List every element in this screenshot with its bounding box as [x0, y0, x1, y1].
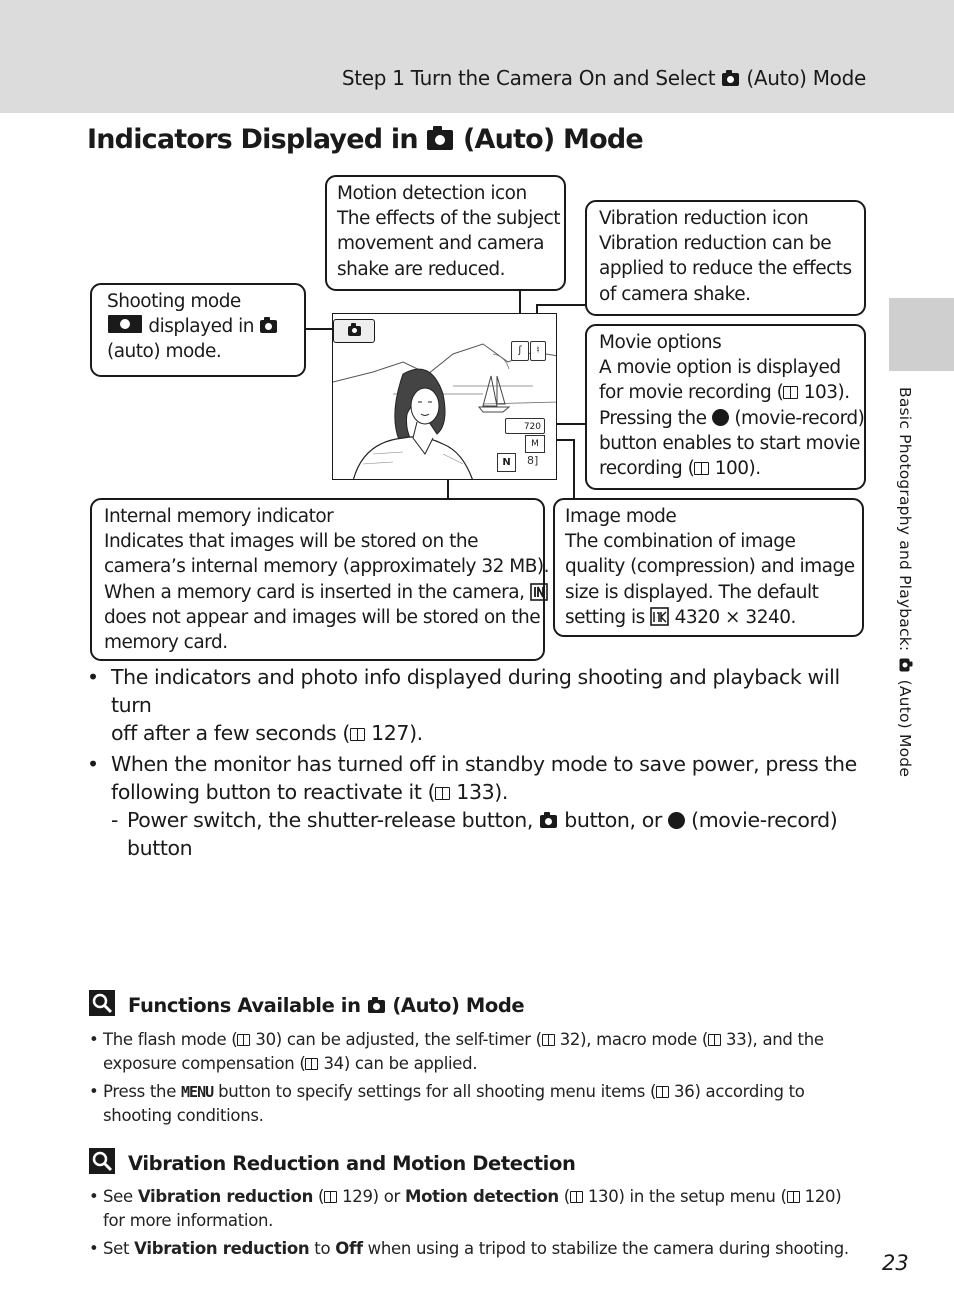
auto-mode-icon	[368, 1000, 385, 1013]
auto-mode-icon	[348, 326, 361, 336]
image-mode-icon	[650, 607, 669, 626]
page-reference-icon	[305, 1058, 318, 1070]
auto-mode-icon	[427, 130, 453, 150]
page-reference-icon	[570, 1191, 583, 1203]
callout-image-mode: Image mode The combination of image quality (compression) and image size is displayed. The default setting is 4320 × 3240.	[553, 498, 864, 637]
list-item: • When the monitor has turned off in standby mode to save power, press the following button to reactivate it ( 133).	[87, 752, 857, 804]
header-band	[0, 0, 954, 113]
internal-memory-indicator: N	[497, 453, 516, 472]
note-magnifier-icon	[89, 1148, 115, 1174]
page-reference-icon	[350, 728, 365, 741]
chapter-tab	[889, 298, 954, 371]
connector-line	[536, 304, 586, 306]
menu-button-label: MENU	[181, 1083, 214, 1101]
callout-vibration-reduction: Vibration reduction icon Vibration reduction can be applied to reduce the effects of camera shake.	[585, 200, 866, 316]
body-bullet-list	[87, 663, 877, 862]
callout-motion-detection: Motion detection icon The effects of the subject movement and camera shake are reduced.	[325, 175, 566, 291]
page-reference-icon	[708, 1034, 721, 1046]
connector-line	[573, 439, 575, 499]
vibration-reduction-indicator: ♮	[530, 341, 546, 361]
auto-mode-icon	[540, 815, 557, 828]
running-header: Step 1 Turn the Camera On and Select (Auto) Mode	[341, 66, 866, 90]
list-subitem: - Power switch, the shutter-release button, button, or (movie-record) button	[111, 808, 838, 860]
page-number: 23	[882, 1251, 909, 1275]
page-title: Indicators Displayed in (Auto) Mode	[87, 124, 643, 155]
note-heading: Vibration Reduction and Motion Detection	[89, 1148, 575, 1175]
auto-mode-icon	[899, 659, 909, 672]
movie-record-icon	[668, 812, 685, 829]
movie-record-icon	[712, 409, 729, 426]
page-reference-icon	[237, 1034, 250, 1046]
auto-mode-indicator-icon	[108, 315, 142, 333]
page-reference-icon	[787, 1191, 800, 1203]
list-item: • The indicators and photo info displayed during shooting and playback will turn off after a few seconds ( 127).	[87, 665, 840, 745]
auto-mode-icon	[260, 320, 277, 333]
image-mode-indicator: M	[525, 435, 545, 453]
chapter-side-label: Basic Photography and Playback: (Auto) Mode	[896, 387, 914, 778]
page-reference-icon	[542, 1034, 555, 1046]
motion-detection-indicator: ʃ	[511, 341, 529, 361]
callout-shooting-mode: Shooting mode displayed in (auto) mode.	[90, 283, 306, 377]
list-item: • The flash mode ( 30) can be adjusted, the self-timer ( 32), macro mode ( 33), and the exposure compensation ( 34) can be applied.	[89, 1030, 824, 1073]
connector-line	[305, 328, 333, 330]
note-list	[89, 1185, 869, 1265]
page-reference-icon	[324, 1191, 337, 1203]
exposures-remaining: 8]	[527, 454, 539, 467]
camera-monitor-illustration	[332, 313, 557, 480]
note-magnifier-icon	[89, 990, 115, 1016]
callout-movie-options: Movie options A movie option is displayed for movie recording ( 103). Pressing the (movie-record) button enables to start movie recording ( 100).	[585, 324, 866, 490]
movie-option-indicator: 720	[505, 418, 545, 434]
page-reference-icon	[694, 462, 709, 475]
note-list	[89, 1028, 869, 1132]
internal-memory-icon	[530, 583, 548, 601]
note-heading: Functions Available in (Auto) Mode	[89, 990, 524, 1017]
page-reference-icon	[656, 1086, 669, 1098]
callout-internal-memory: Internal memory indicator Indicates that images will be stored on the camera’s internal memory (approximately 32 MB). When a memory card is inserted in the camera, does not appear and images will be stored on the memory card.	[90, 498, 545, 661]
list-item: • Set Vibration reduction to Off when using a tripod to stabilize the camera during shooting.	[89, 1239, 849, 1258]
page-reference-icon	[783, 386, 798, 399]
list-item: • Press the MENU button to specify settings for all shooting menu items ( 36) according to shooting conditions.	[89, 1082, 805, 1125]
shooting-mode-indicator	[333, 319, 375, 343]
page-reference-icon	[435, 787, 450, 800]
list-item: • See Vibration reduction ( 129) or Motion detection ( 130) in the setup menu ( 120) for more information.	[89, 1187, 842, 1230]
auto-mode-icon	[722, 73, 739, 86]
